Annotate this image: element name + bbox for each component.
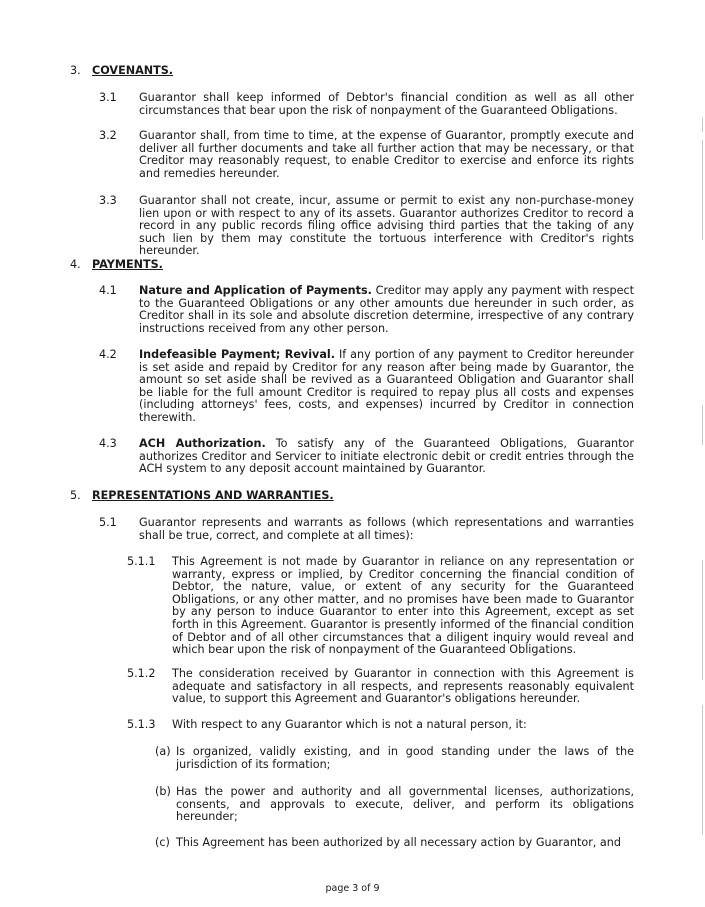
paragraph-heading: ACH Authorization. [139,437,266,450]
paragraph-heading: Nature and Application of Payments. [139,284,372,297]
list-label: (b) [155,785,171,798]
paragraph-number: 4.3 [99,437,117,450]
section-heading-payments [70,259,163,272]
scan-artifact [702,405,703,445]
paragraph-body: Creditor may apply any payment with respect to the Guaranteed Obligations or any other amounts due hereunder in such order, as Creditor shall in its sole and absolute discretion determine, irrespective of any contrary instructions received from any other person. [139,284,634,335]
list-text: Is organized, validly existing, and in good standing under the laws of the jurisdiction of its formation; [176,745,634,771]
scan-artifact [702,140,703,240]
scan-artifact [702,705,703,835]
scan-artifact [702,560,703,680]
paragraph-text [139,349,634,425]
section-title: PAYMENTS. [92,258,163,271]
paragraph-heading: Indefeasible Payment; Revival. [139,348,335,361]
paragraph-number: 5.1.3 [127,718,156,731]
paragraph-text [139,285,634,335]
section-number: 3. [70,64,81,77]
paragraph-text: With respect to any Guarantor which is not a natural person, it: [172,718,527,731]
section-number: 5. [70,489,81,502]
paragraph-number: 5.1.2 [127,667,156,680]
list-label: (c) [155,836,170,849]
section-title: REPRESENTATIONS AND WARRANTIES. [92,489,334,502]
list-text: Has the power and authority and all governmental licenses, authorizations, consents, and approvals to execute, deliver, and perform its obligations hereunder; [176,785,634,824]
paragraph-text: Guarantor represents and warrants as follows (which representations and warranties shall be true, correct, and complete at all times): [139,516,634,542]
paragraph-number: 4.1 [99,284,117,297]
paragraph-text: Guarantor shall keep informed of Debtor's financial condition as well as all other circumstances that bear upon the risk of nonpayment of the Guaranteed Obligations. [139,91,634,117]
paragraph-text: Guarantor shall not create, incur, assume or permit to exist any non-purchase-money lien upon or with respect to any of its assets. Guarantor authorizes Creditor to record a record in any public records filing office advising third parties that the taking of any such lien by them may constitute the tortuous interference with Creditor's rights hereunder. [139,194,634,258]
paragraph-number: 5.1 [99,516,117,529]
list-text: This Agreement has been authorized by all necessary action by Guarantor, and [176,836,621,849]
section-heading-covenants [70,65,173,78]
paragraph-number: 3.1 [99,91,117,104]
paragraph-number: 3.3 [99,194,117,207]
paragraph-text: Guarantor shall, from time to time, at the expense of Guarantor, promptly execute and deliver all further documents and take all further action that may be necessary, or that Creditor may reasonably request, to enable Creditor to exercise and enforce its rights and remedies hereunder. [139,129,634,180]
paragraph-text: The consideration received by Guarantor in connection with this Agreement is adequate and satisfactory in all respects, and represents reasonably equivalent value, to support this Agreement and Guarantor's obligations hereunder. [172,667,634,706]
paragraph-number: 5.1.1 [127,555,156,568]
paragraph-text: This Agreement is not made by Guarantor in reliance on any representation or warranty, express or implied, by Creditor concerning the financial condition of Debtor, the nature, value, or extent of any security for the Guaranteed Obligations, or any other matter, and no promises have been made to Guarantor by any person to induce Guarantor to enter into this Agreement, except as set forth in this Agreement. Guarantor is presently informed of the financial condition of Debtor and of all other circumstances that a diligent inquiry would reveal and which bear upon the risk of nonpayment of the Guaranteed Obligations. [172,555,634,657]
paragraph-number: 4.2 [99,348,117,361]
page-number: page 3 of 9 [325,883,380,894]
list-label: (a) [155,745,171,758]
scan-artifact [702,118,703,132]
section-title: COVENANTS. [92,64,174,77]
section-heading-representations [70,490,334,503]
paragraph-body: If any portion of any payment to Creditor hereunder is set aside and repaid by Creditor for any reason after being made by Guarantor, the amount so set aside shall be revived as a Guaranteed Obligation and Guarantor shall be liable for the full amount Creditor is required to repay plus all costs and expenses (including attorneys' fees, costs, and expenses) incurred by Creditor in connection therewith. [139,348,634,424]
section-number: 4. [70,258,81,271]
paragraph-body: To satisfy any of the Guaranteed Obligations, Guarantor authorizes Creditor and Servicer to initiate electronic debit or credit entries through the ACH system to any deposit account maintained by Guarantor. [139,437,634,476]
paragraph-number: 3.2 [99,129,117,142]
paragraph-text [139,438,634,476]
